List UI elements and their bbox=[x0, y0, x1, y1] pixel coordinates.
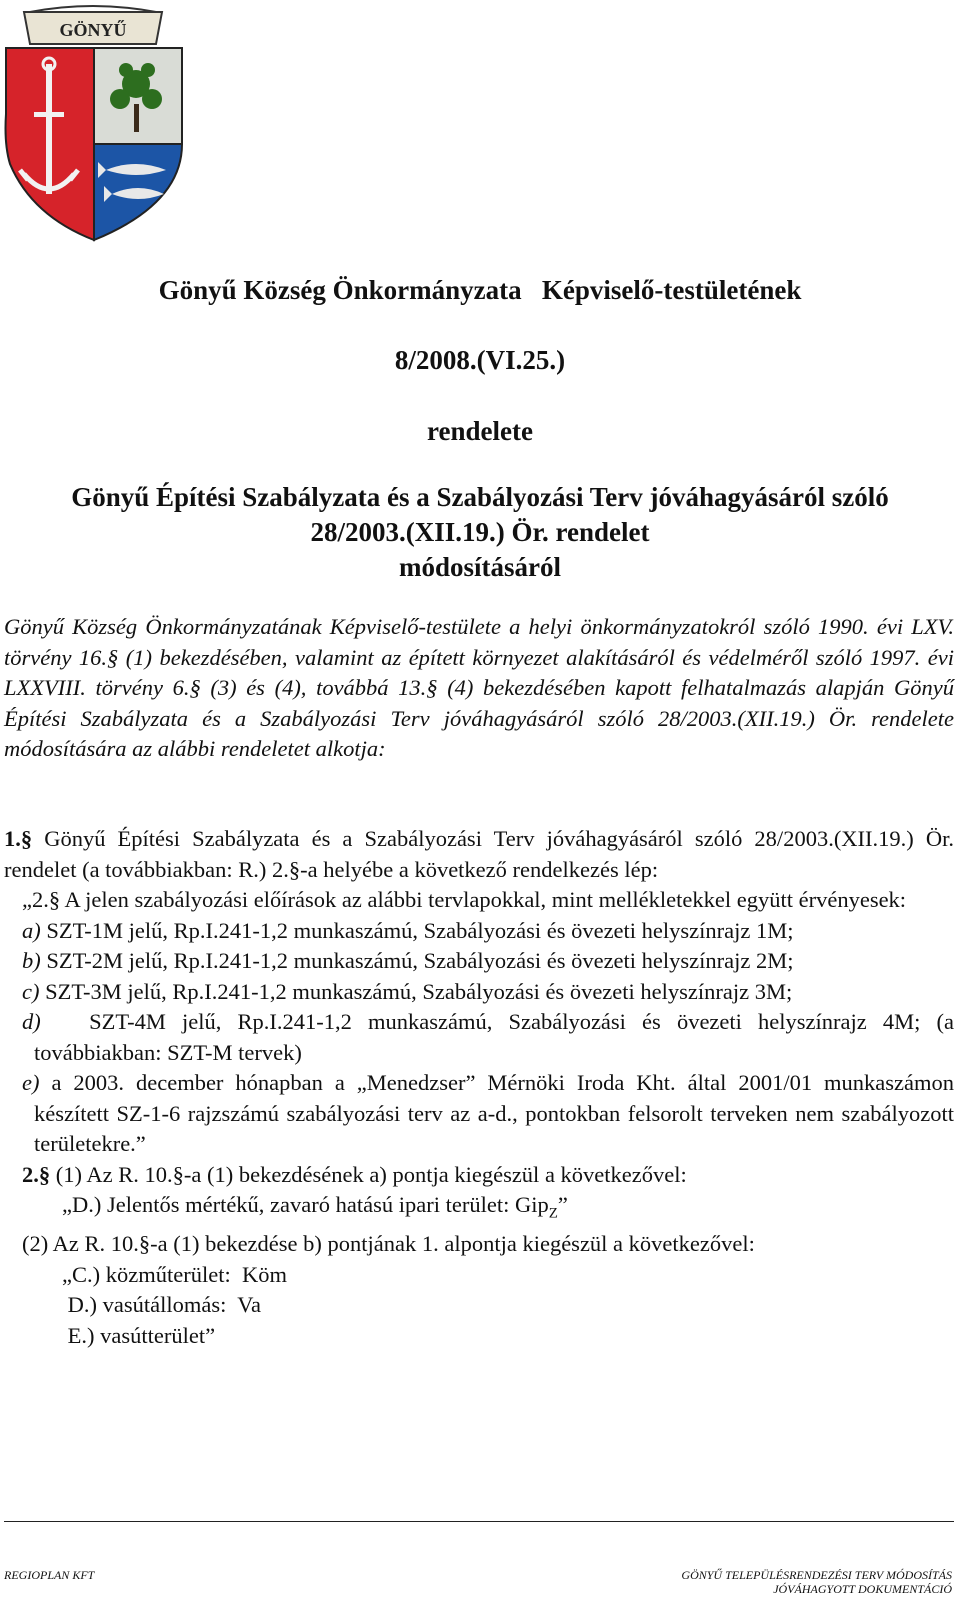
quote-close: ” bbox=[557, 1192, 568, 1217]
list-item-text: SZT-2M jelű, Rp.I.241-1,2 munkaszámú, Szabályozási és övezeti helyszínrajz 2M; bbox=[40, 948, 794, 973]
list-item-label: d) bbox=[22, 1009, 41, 1034]
section-2-paragraph-2: (2) Az R. 10.§-a (1) bekezdése b) pontjának 1. alpontja kiegészül a következővel: bbox=[22, 1231, 755, 1256]
section-1-text: Gönyű Építési Szabályzata és a Szabályozási Terv jóváhagyásáról szóló 28/2003.(XII.19.) Ör. rendelet (a továbbiakban: R.) 2.§-a helyébe a következő rendelkezés lép: bbox=[4, 826, 954, 882]
list-item-e bbox=[4, 1068, 954, 1160]
list-item-d bbox=[4, 1007, 960, 1068]
list-item-label: e) bbox=[22, 1070, 40, 1095]
footer-right-line2: JÓVÁHAGYOTT DOKUMENTÁCIÓ bbox=[773, 1582, 952, 1596]
footer-company: REGIOPLAN KFT bbox=[4, 1568, 95, 1582]
decree-number: 8/2008.(VI.25.) bbox=[394, 345, 566, 375]
decree-body bbox=[4, 824, 960, 1351]
section-2-p1-text: (1) Az R. 10.§-a (1) bekezdésének a) pontja kiegészül a következővel: bbox=[50, 1161, 687, 1187]
section-2-p2-line-2: D.) vasútállomás: Va bbox=[62, 1292, 261, 1317]
list-item-c bbox=[4, 977, 954, 1008]
decree-subject-line3: módosításáról bbox=[399, 552, 561, 582]
council-title: Gönyű Község Önkormányzata Képviselő-testületének bbox=[158, 275, 802, 305]
section-2-quote-intro: „2.§ A jelen szabályozási előírások az alábbi tervlapokkal, mint mellékletekkel együtt érvényesek: bbox=[22, 887, 907, 912]
quote-text: „D.) Jelentős mértékű, zavaró hatású ipari terület: Gip bbox=[62, 1192, 549, 1217]
quote-subscript: Z bbox=[548, 1205, 558, 1222]
list-item-text: SZT-4M jelű, Rp.I.241-1,2 munkaszámú, Szabályozási és övezeti helyszínrajz 4M; (a továbbiakban: SZT-M tervek) bbox=[34, 1009, 960, 1065]
list-item-text: SZT-3M jelű, Rp.I.241-1,2 munkaszámú, Szabályozási és övezeti helyszínrajz 3M; bbox=[39, 978, 793, 1004]
list-item-a bbox=[4, 916, 954, 947]
preamble-paragraph: Gönyű Község Önkormányzatának Képviselő-testülete a helyi önkormányzatokról szóló 1990. évi LXV. törvény 16.§ (1) bekezdésében, valamint az épített környezet alakításáról és védelméről szóló 1997. évi LXXVIII. törvény 6.§ (3) és (4), továbbá 13.§ (4) bekezdésében kapott felhatalmazás alapján Gönyű Építési Szabályzata és a Szabályozási Terv jóváhagyásáról szóló 28/2003.(XII.19.) Ör. rendelete módosítására az alábbi rendeletet alkotja: bbox=[4, 614, 954, 761]
section-1-number: 1.§ bbox=[4, 826, 33, 851]
section-2-paragraph-1 bbox=[4, 1160, 954, 1191]
section-2-number: 2.§ bbox=[22, 1161, 51, 1187]
section-1-paragraph bbox=[4, 824, 954, 885]
list-item-label: b) bbox=[22, 948, 41, 973]
decree-label: rendelete bbox=[427, 416, 533, 446]
footer-right-line1: GÖNYŰ TELEPÜLÉSRENDEZÉSI TERV MÓDOSÍTÁS bbox=[681, 1568, 952, 1582]
section-2-p2-line-3: E.) vasútterület” bbox=[62, 1322, 216, 1348]
decree-subject-line2: 28/2003.(XII.19.) Ör. rendelet bbox=[310, 517, 650, 547]
footer-document-title bbox=[681, 1568, 952, 1596]
list-item-b bbox=[4, 946, 954, 977]
section-2-p2-line-1: „C.) közműterület: Köm bbox=[62, 1261, 287, 1287]
coat-of-arms-logo bbox=[2, 4, 184, 246]
list-item-text: a 2003. december hónapban a „Menedzser” Mérnöki Iroda Kht. által 2001/01 munkaszámon készített SZ-1-6 rajzszámú szabályozási terv az a-d., pontokban felsorolt terveken nem szabályozott területekre.” bbox=[34, 1070, 954, 1156]
section-2-p1-quote bbox=[4, 1190, 954, 1229]
decree-subject-line1: Gönyű Építési Szabályzata és a Szabályozási Terv jóváhagyásáról szóló bbox=[71, 482, 889, 512]
list-item-label: c) bbox=[22, 978, 40, 1004]
list-item-text: SZT-1M jelű, Rp.I.241-1,2 munkaszámú, Szabályozási és övezeti helyszínrajz 1M; bbox=[40, 917, 794, 943]
list-item-label: a) bbox=[22, 917, 41, 943]
crest-banner-text: GÖNYŰ bbox=[59, 20, 127, 40]
footer-divider bbox=[4, 1521, 954, 1522]
